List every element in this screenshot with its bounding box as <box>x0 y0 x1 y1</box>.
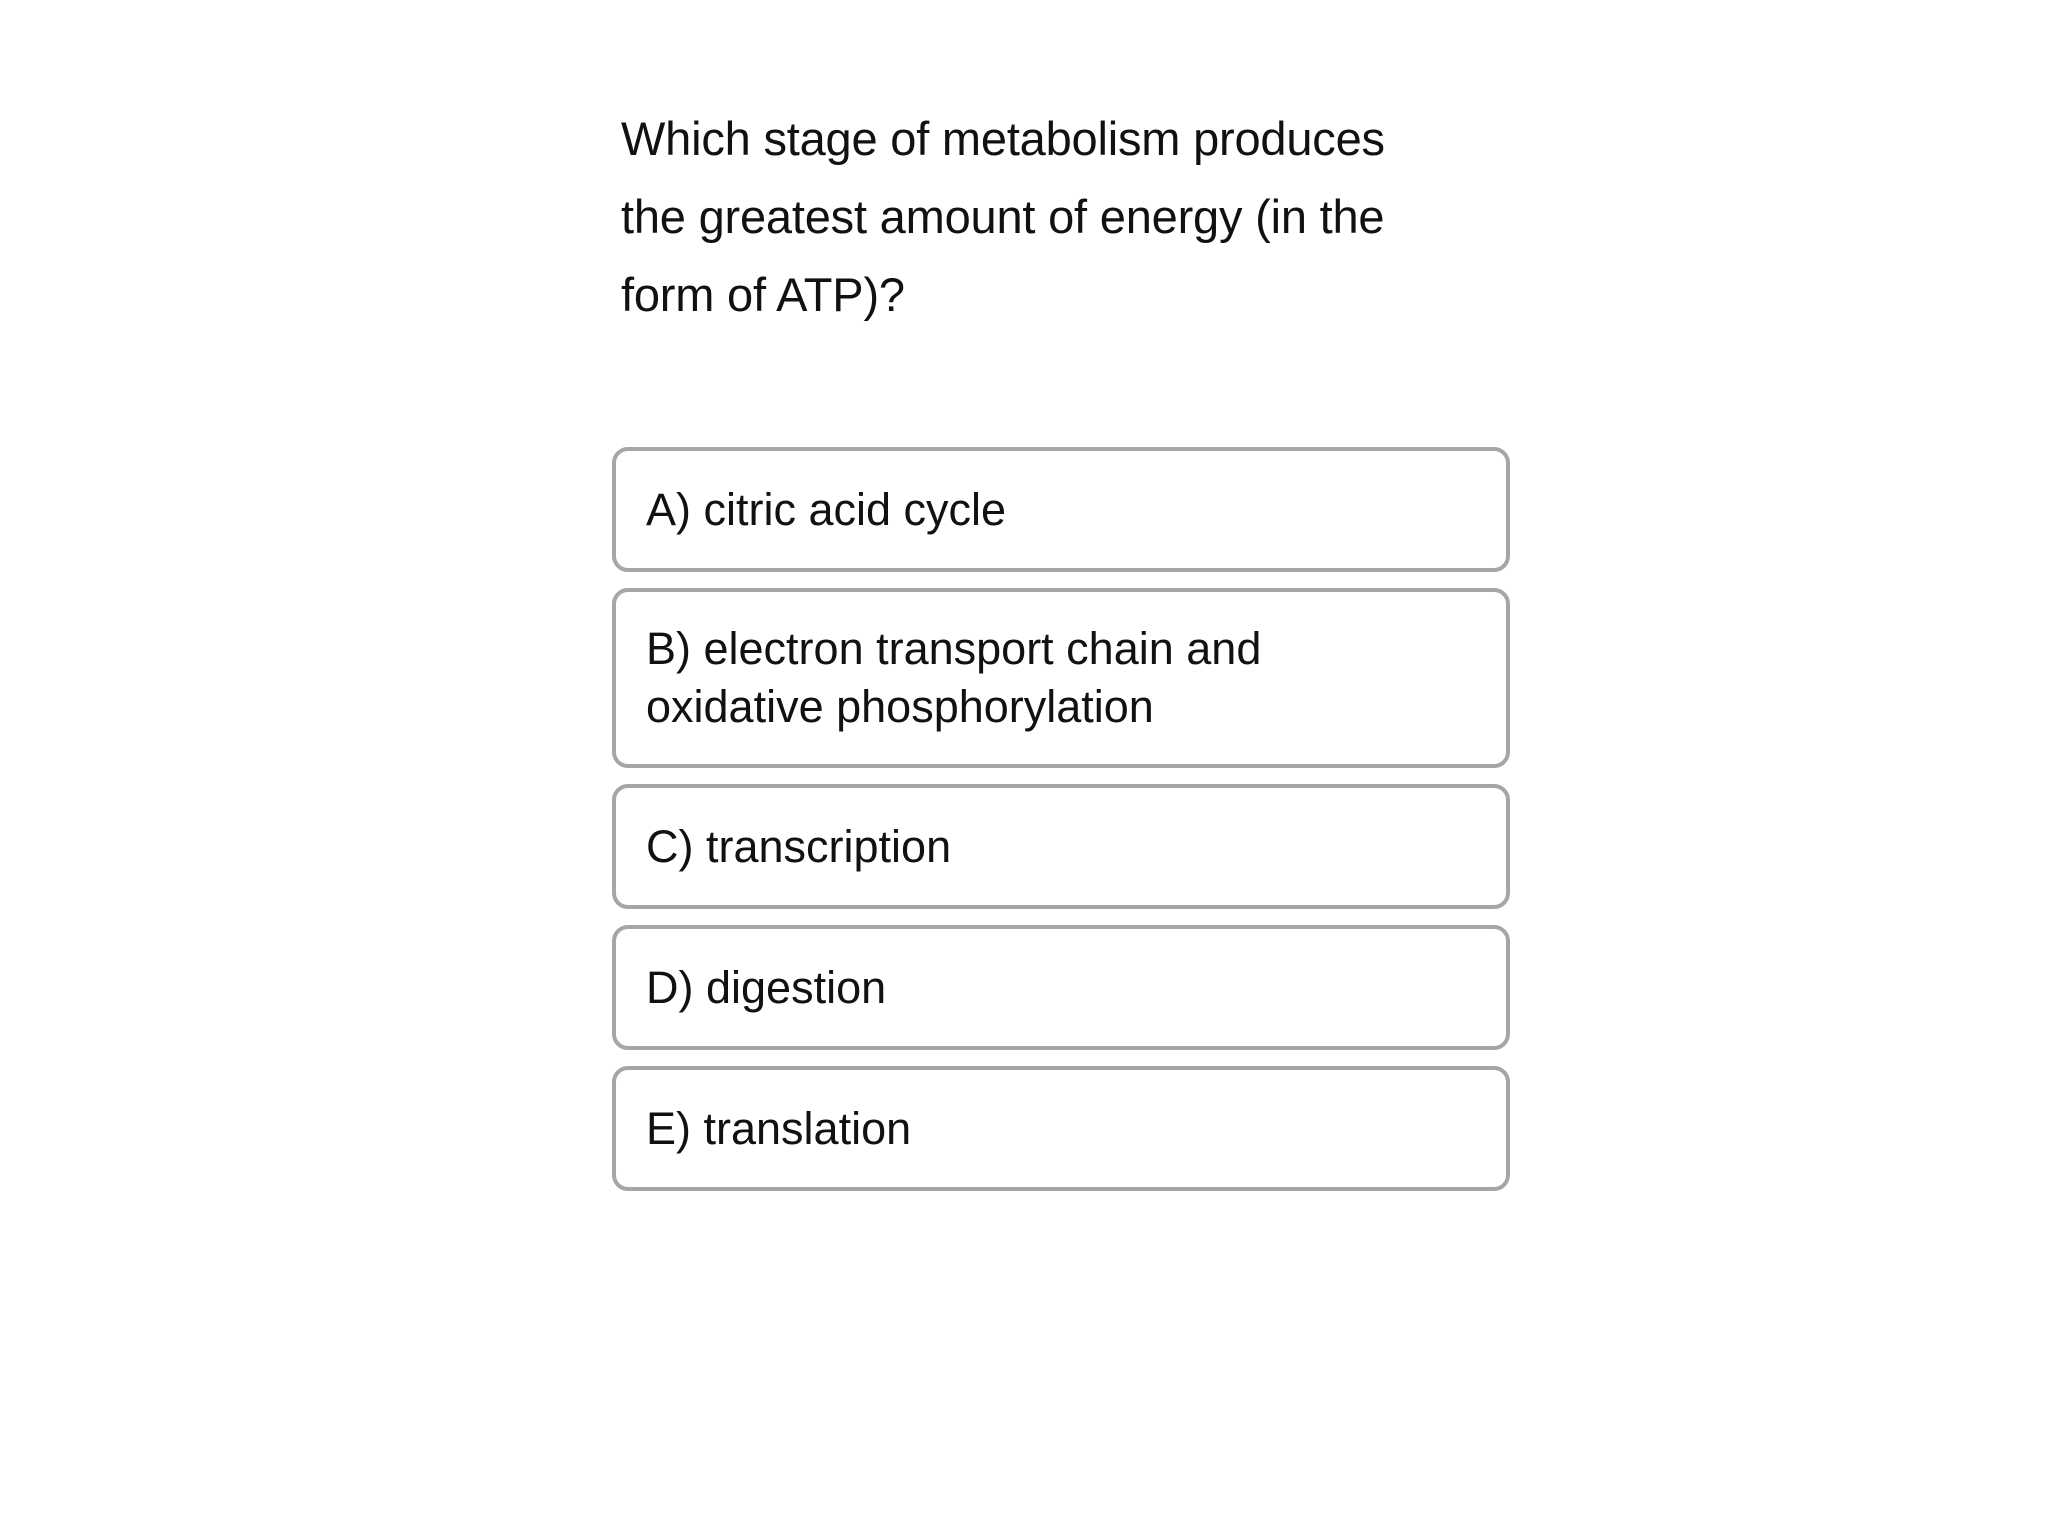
option-a-button[interactable] <box>612 447 1510 572</box>
option-e-button[interactable] <box>612 1066 1510 1191</box>
option-c-label: C) transcription <box>646 820 952 872</box>
option-d-button[interactable] <box>612 925 1510 1050</box>
answer-options <box>612 447 1510 1207</box>
question-text: Which stage of metabolism produces the greatest amount of energy (in the form of ATP)? <box>621 112 1385 321</box>
option-a-label: A) citric acid cycle <box>646 483 1007 535</box>
option-c-button[interactable] <box>612 784 1510 909</box>
option-b-label: B) electron transport chain and oxidative phosphorylation <box>646 623 1262 732</box>
option-d-label: D) digestion <box>646 961 887 1013</box>
option-e-label: E) translation <box>646 1102 912 1154</box>
option-b-button[interactable] <box>612 588 1510 768</box>
